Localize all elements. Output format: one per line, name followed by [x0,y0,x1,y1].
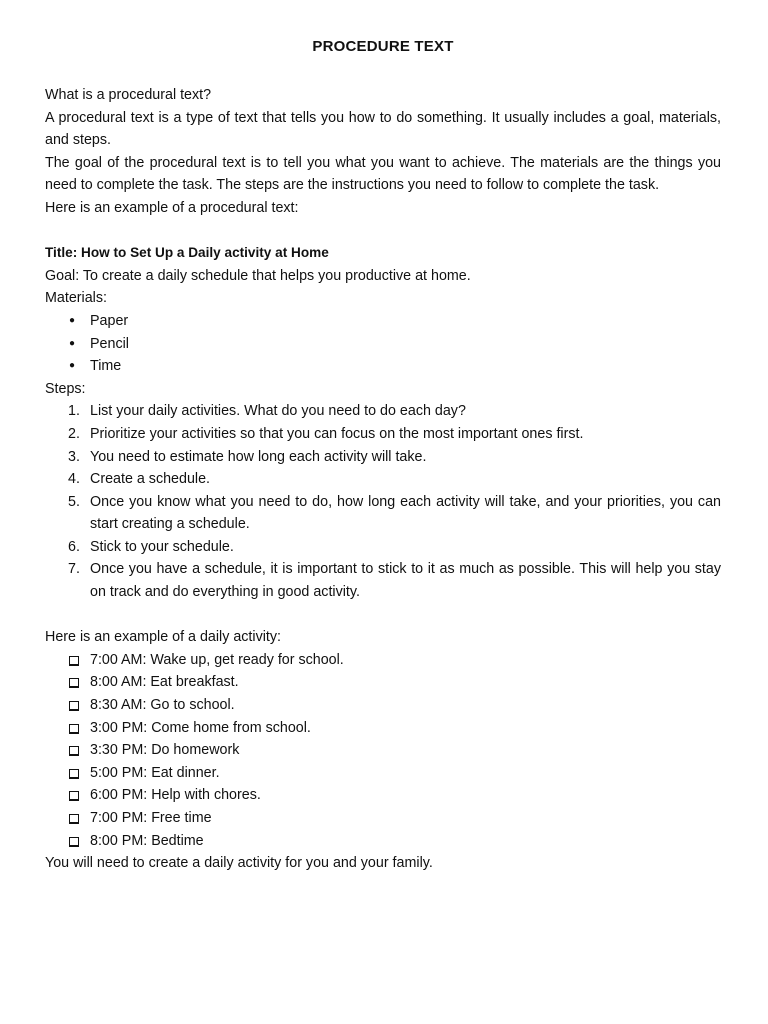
intro-definition: A procedural text is a type of text that tells you how to do something. It usually includes a goal, materials, and steps. [45,109,721,149]
checkbox-icon [69,724,79,734]
step-number: 5. [68,493,80,510]
material-item: Pencil [90,335,129,352]
example-title: Title: How to Set Up a Daily activity at Home [45,245,329,261]
daily-item-text: 8:30 AM: Go to school. [90,697,235,714]
closing-text: You will need to create a daily activity for you and your family. [45,855,433,872]
list-item [45,762,721,785]
list-item [45,310,721,333]
material-item: Paper [90,312,129,329]
list-item [45,355,721,378]
list-item [45,717,721,740]
checkbox-icon [69,769,79,779]
daily-activity-list [45,649,721,852]
list-item [45,446,721,469]
spacer [45,220,721,243]
list-item [45,649,721,672]
step-text: You need to estimate how long each activity will take. [90,448,427,465]
intro-question: What is a procedural text? [45,87,212,103]
list-item [45,468,721,491]
list-item [45,739,721,762]
step-number: 6. [68,538,80,555]
checkbox-icon [69,656,79,666]
steps-list [45,400,721,603]
list-item [45,536,721,559]
daily-item-text: 3:30 PM: Do homework [90,742,240,759]
intro-example-lead: Here is an example of a procedural text: [45,199,299,216]
bullet-dot-icon: ● [69,360,76,372]
checkbox-icon [69,837,79,847]
step-text: Prioritize your activities so that you can focus on the most important ones first. [90,425,584,442]
checkbox-icon [69,701,79,711]
daily-item-text: 8:00 AM: Eat breakfast. [90,674,239,691]
checkbox-icon [69,678,79,688]
daily-item-text: 3:00 PM: Come home from school. [90,719,311,736]
list-item [45,491,721,536]
step-text: List your daily activities. What do you need to do each day? [90,403,466,420]
daily-item-text: 6:00 PM: Help with chores. [90,787,261,804]
step-number: 1. [68,403,80,420]
step-number: 4. [68,471,80,488]
checkbox-icon [69,814,79,824]
list-item [45,558,721,603]
step-text: Create a schedule. [90,471,211,488]
checkbox-icon [69,791,79,801]
daily-intro: Here is an example of a daily activity: [45,629,282,646]
step-text: Stick to your schedule. [90,538,234,555]
daily-item-text: 7:00 PM: Free time [90,810,212,826]
step-text: Once you have a schedule, it is important to stick to it as much as possible. This will help you stay on track and do everything in good activity. [90,561,721,601]
page-title: PROCEDURE TEXT [312,38,454,55]
list-item [45,423,721,446]
spacer [45,604,721,627]
step-number: 7. [68,561,80,578]
materials-list [45,310,721,378]
step-number: 3. [68,448,80,465]
list-item [45,830,721,853]
materials-label: Materials: [45,290,107,307]
daily-item-text: 8:00 PM: Bedtime [90,832,204,849]
document-page [45,36,721,875]
checkbox-icon [69,746,79,756]
daily-item-text: 5:00 PM: Eat dinner. [90,764,220,781]
step-number: 2. [68,425,80,442]
list-item [45,400,721,423]
list-item [45,333,721,356]
list-item [45,671,721,694]
material-item: Time [90,358,122,375]
intro-explanation: The goal of the procedural text is to tell you what you want to achieve. The materials are the things you need to complete the task. The steps are the instructions you need to follow to complete the task. [45,154,721,194]
list-item [45,784,721,807]
bullet-dot-icon: ● [69,314,76,326]
bullet-dot-icon: ● [69,337,76,349]
example-goal: Goal: To create a daily schedule that helps you productive at home. [45,267,471,284]
step-text: Once you know what you need to do, how long each activity will take, and your priorities, you can start creating a schedule. [90,493,721,533]
daily-item-text: 7:00 AM: Wake up, get ready for school. [90,651,344,668]
list-item [45,694,721,717]
steps-label: Steps: [45,380,86,397]
list-item [45,807,721,830]
